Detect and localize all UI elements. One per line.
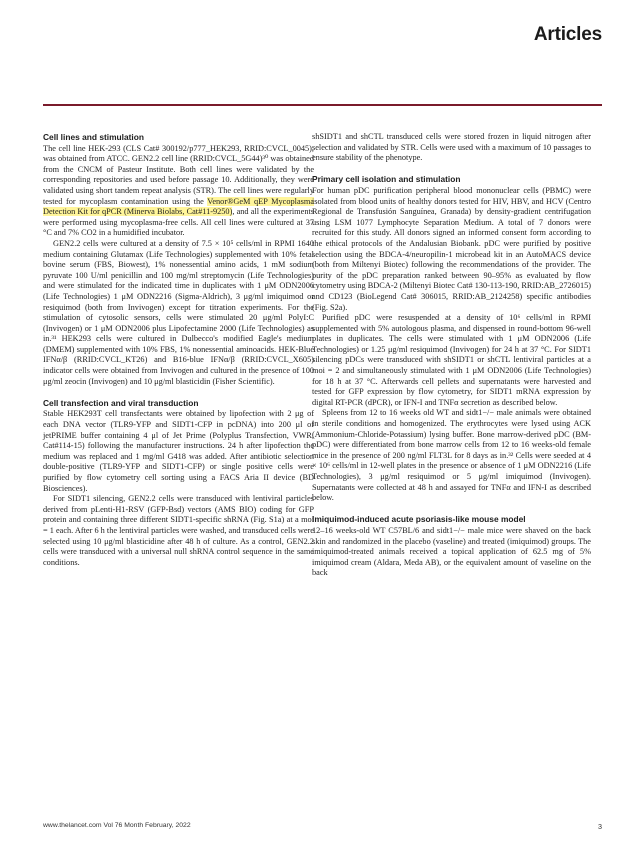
paragraph-cell-lines [43, 144, 314, 239]
paragraph-gen22-culture: GEN2.2 cells were cultured at a density of 7.5 × 10⁵ cells/ml in RPMI 1640 medium containing Glutamax (Life Technologies) supplemented with 10% fetal bovine serum (FBS, Biowest), 1% nonessential amino acids, 1 mM sodium pyruvate 100 U/ml penicillin and 100 mg/ml streptomycin (Life Technologies) and were stimulated for the indicated time in duplicates with 1 μM ODN2006 (Life Technologies) 1 μM ODN2216 (Sigma-Aldrich), 3 μg/ml imiquimod or resiquimod (both from Invivogen) except for titration experiments. For the stimulation of cytosolic sensors, cells were stimulated 20 μg/ml PolyI:C (Invivogen) or 1 μM ODN2006 plus Lipofectamine 2000 (Life Technologies) as in.³¹ HEK293 cells were cultured in Dulbecco's modified Eagle's medium (DMEM) supplemented with 10% FBS, 1% nonessential aminoacids. HEK-Blue IFNα/β (RRID:CVCL_KT26) and B16-blue IFNα/β (RRID:CVCL_X605) indicator cells were obtained from Invivogen and cultured in the presence of 100 μg/ml zeocin (Invivogen) and 10 μg/ml blasticidin (Fisher Scientific). [43, 238, 314, 386]
section-heading-psoriasis-model: Imiquimod-induced acute psoriasis-like mouse model [312, 514, 526, 525]
highlighted-text: Venor®GeM qEP Mycoplasma Detection Kit for qPCR (Minerva Biolabs, Cat#11-9250) [43, 196, 314, 217]
paragraph-continued: shSIDT1 and shCTL transduced cells were stored frozen in liquid nitrogen after selection and validated by STR. Cells were used with a maximum of 10 passages to ensure stability of the phenotype. [312, 132, 591, 163]
footer-journal-url: www.thelancet.com Vol 76 Month February, 2022 [43, 822, 191, 829]
section-heading-cell-lines: Cell lines and stimulation [43, 132, 144, 142]
paragraph-pdc-stimulation: Purified pDC were resuspended at a density of 10⁶ cells/ml in RPMI supplemented with 5% autologous plasma, and dispensed in round-bottom 96-well plates in duplicates. The cells were stimulated with 1 μM ODN2006 (Life Technologies) or 1.25 μg/ml resiquimod (Invivogen) for 24 h at 37 °C. For SIDT1 silencing pDCs were transduced with shSIDT1 or shCTL lentiviral particles at a moi = 2 and simultaneously stimulated with 1 μM ODN2006 (Life Technologies) for 18 h at 37 °C. Afterwards cell pellets and supernatants were harvested and tested for GFP expression by flow cytometry, for SIDT1 mRNA expression by digital RT-PCR (dPCR), or IFN-I and TNFα secretion as described below. [312, 313, 591, 407]
paragraph-pdc-purification: For human pDC purification peripheral blood mononuclear cells (PBMC) were isolated from blood units of healthy donors tested for HIV, HBV, and HCV (Centro Regional de Transfusión Sanguínea, Granada) by density-gradient centrifugation using LSM 1077 Lymphocyte Separation Medium. A total of 7 donors were recruited for this study. All donors signed an informed consent form according to the ethical protocols of the Andalusian Biobank. pDC were purified by positive selection using the BDCA-4/neuropilin-1 microbead kit in an AutoMACS device (both from Miltenyi Biotec) following the recommendations of the provider. The purity of the pDC preparation ranked between 90–95% as evaluated by flow cytometry using BDCA-2 (Miltenyi Biotec Cat# 130-113-190, RRID:AB_2726015) and CD123 (BioLegend Cat# 306015, RRID:AB_2124258) specific antibodies (Fig. S2a). [312, 185, 591, 312]
journal-section-title: Articles [533, 24, 602, 45]
paragraph-spleens: Spleens from 12 to 16 weeks old WT and sidt1−/− male animals were obtained in sterile conditions and homogenized. The erythrocytes were lysed using ACK (Ammonium-Chloride-Potassium) lysing buffer. Bone marrow-derived pDC (BM-pDC) were differentiated from bone marrow cells from 12 to 16 weeks-old female mice in the presence of 200 ng/ml FLT3L for 8 days as in.³² Cells were seeded at 4 × 10⁶ cells/ml in 12-well plates in the presence or absence of 1 μM ODN2216 (Life Technologies), 3 μg/ml resiquimod or 5 μg/ml imiquimod (Invivogen). Supernatants were collected at 48 h and assayed for TNFα and IFN-I as described below. [312, 408, 591, 503]
right-column [312, 132, 591, 579]
header-rule [43, 104, 602, 106]
left-column [43, 132, 314, 568]
paragraph-transfection: Stable HEK293T cell transfectants were obtained by lipofection with 2 μg of each DNA vector (TLR9-YFP and SIDT1-CFP in pcDNA) into 200 μl of jetPRIME buffer containing 4 μl of Jet Prime (Polyplus Transfection, VWR, Cat#114-15) following the manufacturer instructions. 24 h after lipofection the medium was replaced and 1 mg/ml G418 was added. After antibiotic selection double-positive (TLR9-YFP and SIDT1-CFP) or single positive cells were purified by flow cytometry cell sorting using a FACS Aria II device (BD Biosciences). [43, 409, 314, 493]
text-run: The cell line HEK-293 (CLS Cat# 300192/p777_HEK293, RRID:CVCL_0045), was obtained from ATCC. GEN2.2 cell line (RRID:CVCL_5G44)³⁰ was obtained from the CNCM of Pasteur Institute. Both cell lines were validated by the corresponding repositories and used before passage 10. Additionally, they were validated using short tandem repeat analysis (STR). The cell lines were regularly tested for mycoplasm contamination using the [43, 143, 314, 206]
text-run: , and all the experiments were performed using mycoplasma-free cells. All cell lines were cultured at 37 °C and 7% CO2 in a humidified incubator. [43, 207, 314, 238]
section-heading-primary-cells: Primary cell isolation and stimulation [312, 174, 461, 185]
paragraph-sidt1-silencing: For SIDT1 silencing, GEN2.2 cells were transduced with lentiviral particles derived from pLenti-H1-RSV (GFP-Bsd) vectors (AMS BIO) coding for GFP protein and containing three different SIDT1-specific shRNA (Fig. S1a) at a moi = 1 each. After 6 h the lentiviral particles were washed, and transduced cells were selected using 10 μg/ml blasticidine after 48 h of culture. As a control, GEN2.2 cells were transduced with a universal null shRNA control sequence in the same conditions. [43, 494, 314, 567]
page-number: 3 [598, 822, 602, 831]
paragraph-psoriasis-model: 12–16 weeks-old WT C57BL/6 and sidt1−/− male mice were shaved on the back skin and randomized in the placebo (vaseline) and treated (imiquimod) groups. The imiquimod-treated animals received a topical application of 62.5 mg of 5% imiquimod cream (Aldara, Meda AB), or the equivalent amount of vaseline on the back [312, 525, 591, 578]
section-heading-transfection: Cell transfection and viral transduction [43, 397, 199, 408]
